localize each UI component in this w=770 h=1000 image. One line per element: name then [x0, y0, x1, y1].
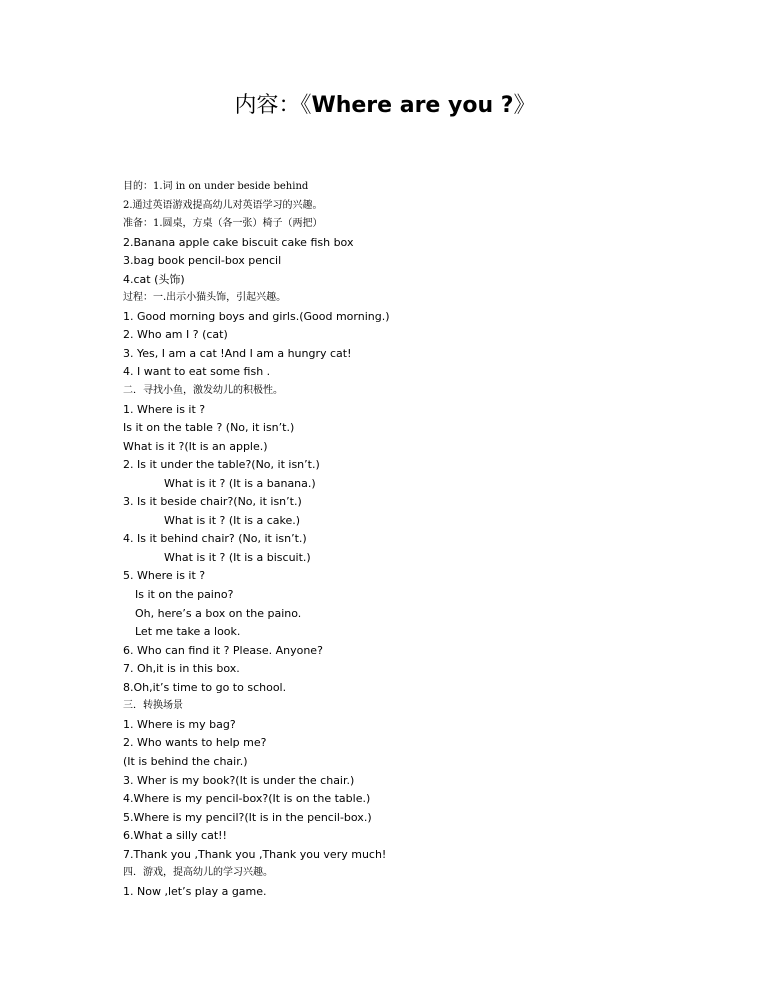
text-line: 过程：一.出示小猫头饰，引起兴趣。 — [123, 292, 287, 304]
text-line: 1. Where is my bag? — [123, 717, 236, 731]
text-line: 2. Who am I ? (cat) — [123, 328, 228, 342]
text-line: 8.Oh,it’s time to go to school. — [123, 680, 287, 694]
text-line: Is it on the table ? (No, it isn’t.) — [123, 421, 295, 435]
text-line: 6.What a silly cat!! — [123, 829, 227, 843]
text-line: 准备：1.圆桌，方桌（各一张）椅子（两把） — [123, 218, 323, 230]
text-line: 2. Is it under the table?(No, it isn’t.) — [123, 458, 320, 472]
text-line: Let me take a look. — [135, 625, 241, 639]
text-line: 7.Thank you ,Thank you ,Thank you very much! — [123, 847, 387, 861]
text-line: What is it ? (It is a biscuit.) — [164, 550, 311, 564]
text-line: 7. Oh,it is in this box. — [123, 662, 240, 676]
text-line: 6. Who can find it ? Please. Anyone? — [123, 643, 323, 657]
text-line: 4. I want to eat some fish . — [123, 365, 271, 379]
text-line: What is it ?(It is an apple.) — [123, 439, 268, 453]
text-line: 目的：1.词 in on under beside behind — [123, 181, 309, 192]
text-line: 1. Where is it ? — [123, 402, 206, 416]
text-line: 3. Yes, I am a cat !And I am a hungry cat! — [123, 346, 352, 360]
title-suffix: 》 — [513, 93, 536, 118]
text-line: 1. Good morning boys and girls.(Good morning.) — [123, 309, 390, 323]
text-line: 2.Banana apple cake biscuit cake fish box — [123, 235, 354, 249]
text-line: 1. Now ,let’s play a game. — [123, 884, 267, 898]
text-line: 二．寻找小鱼，激发幼儿的积极性。 — [123, 385, 283, 397]
text-line: 四．游戏，提高幼儿的学习兴趣。 — [123, 867, 273, 879]
text-line: What is it ? (It is a banana.) — [164, 476, 316, 490]
text-line: 3. Is it beside chair?(No, it isn’t.) — [123, 495, 302, 509]
text-line: 3.bag book pencil-box pencil — [123, 254, 282, 268]
text-line: 2.通过英语游戏提高幼儿对英语学习的兴趣。 — [123, 199, 323, 211]
title-prefix: 内容：《 — [234, 93, 312, 118]
document-body — [123, 178, 743, 901]
text-line: 5.Where is my pencil?(It is in the pencil-box.) — [123, 810, 372, 824]
text-line: 5. Where is it ? — [123, 569, 206, 583]
text-line: 2. Who wants to help me? — [123, 736, 267, 750]
title-main: Where are you ? — [311, 93, 514, 118]
text-line: 3. Wher is my book?(It is under the chair.) — [123, 773, 355, 787]
text-line: 4. Is it behind chair? (No, it isn’t.) — [123, 532, 307, 546]
text-line: Oh, here’s a box on the paino. — [135, 606, 302, 620]
text-line: What is it ? (It is a cake.) — [164, 513, 301, 527]
text-line: Is it on the paino? — [135, 588, 234, 602]
text-line: 三．转换场景 — [123, 700, 183, 712]
text-line: (It is behind the chair.) — [123, 754, 248, 768]
text-line: 4.Where is my pencil-box?(It is on the table.) — [123, 792, 371, 806]
document-title — [0, 88, 770, 119]
text-line: 4.cat (头饰) — [123, 272, 185, 286]
